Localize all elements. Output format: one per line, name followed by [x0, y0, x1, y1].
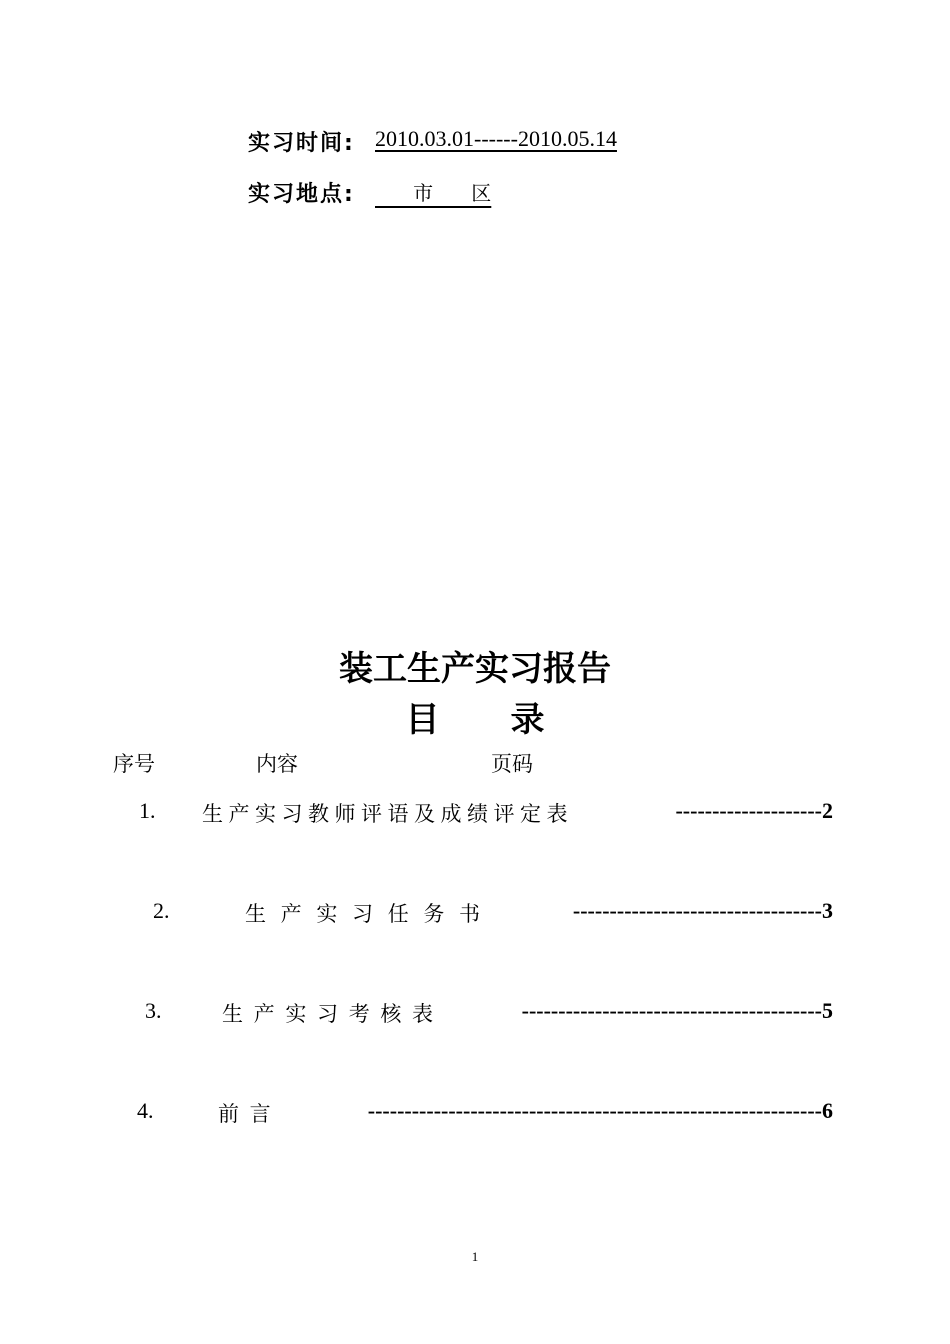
internship-place-value: 市 区: [375, 181, 492, 205]
internship-time-label: 实习时间:: [248, 131, 355, 156]
toc-entry-text: 生 产 实 习 考 核 表: [222, 1002, 436, 1026]
internship-place-label: 实习地点:: [248, 182, 355, 207]
toc-entry-number: 4.: [137, 1098, 154, 1123]
internship-time-value: 2010.03.01------2010.05.14: [375, 126, 617, 151]
toc-entry-page: 6: [822, 1098, 833, 1123]
toc-entry-page: 5: [822, 998, 833, 1023]
toc-entry-text: 前 言: [218, 1102, 273, 1126]
toc-entry-page: 2: [822, 798, 833, 823]
page-number: 1: [471, 1249, 479, 1264]
toc-header-page: 页码: [491, 752, 533, 776]
toc-entry-text: 生产实习教师评语及成绩评定表: [202, 802, 573, 826]
toc-entry-leader: -----------------------------------------: [521, 998, 822, 1023]
toc-header-seq: 序号: [113, 752, 155, 776]
toc-entry-leader: ----------------------------------: [572, 898, 822, 923]
report-title: 装工生产实习报告: [339, 649, 611, 689]
toc-header-content: 内容: [256, 752, 298, 776]
toc-entry-leader: --------------------: [675, 798, 822, 823]
toc-entry-page: 3: [822, 898, 833, 923]
toc-entry-number: 1.: [139, 798, 156, 823]
toc-entry-leader: --------------------------------------------------------------: [367, 1098, 822, 1123]
toc-title: 目 录: [405, 700, 545, 740]
toc-entry-text: 生 产 实 习 任 务 书: [245, 902, 485, 926]
toc-entry-number: 2.: [153, 898, 170, 923]
toc-entry-number: 3.: [145, 998, 162, 1023]
